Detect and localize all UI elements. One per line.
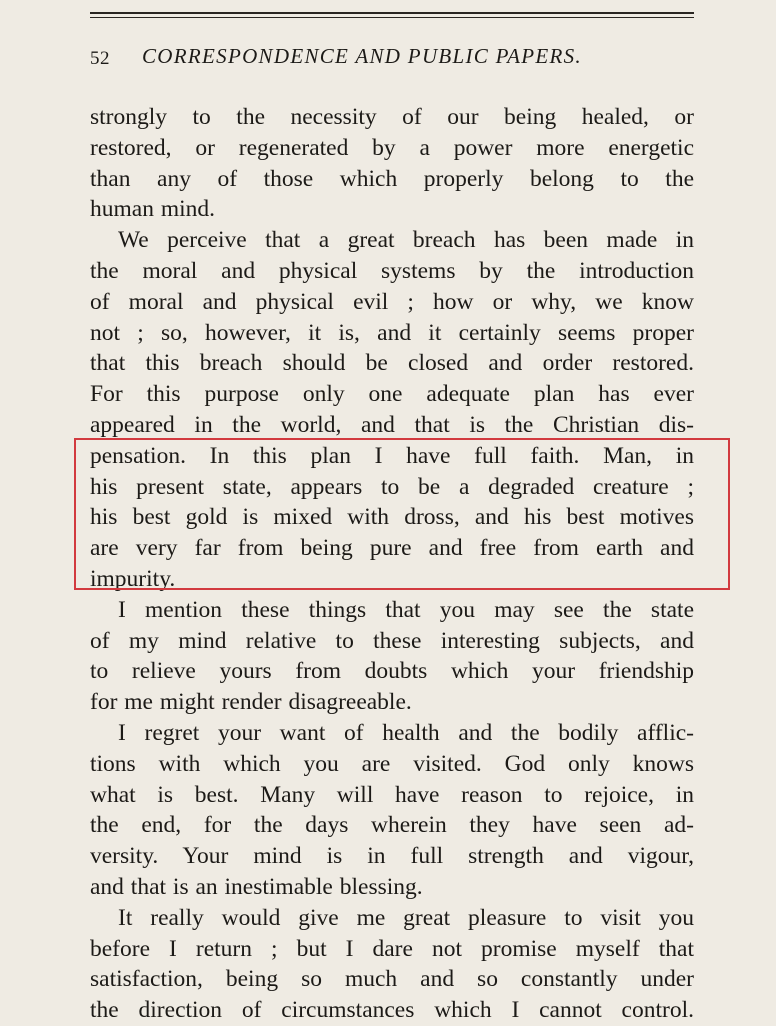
text-line: human mind. bbox=[90, 196, 216, 223]
text-line: before I return ; but I dare not promise myself that bbox=[90, 935, 694, 962]
text-line: his present state, appears to be a degraded creature ; bbox=[90, 473, 694, 500]
page-number: 52 bbox=[90, 48, 110, 69]
header-rule bbox=[90, 12, 694, 14]
text-line: appeared in the world, and that is the Christian dis- bbox=[90, 411, 694, 438]
body-text bbox=[90, 102, 694, 1026]
text-line: strongly to the necessity of our being healed, or bbox=[90, 104, 694, 130]
text-line: not ; so, however, it is, and it certainly seems proper bbox=[90, 319, 694, 346]
text-line: the end, for the days wherein they have seen ad- bbox=[90, 812, 694, 839]
running-title: CORRESPONDENCE AND PUBLIC PAPERS. bbox=[142, 44, 582, 68]
text-line: We perceive that a great breach has been made in bbox=[118, 227, 694, 254]
text-line: for me might render disagreeable. bbox=[90, 689, 412, 716]
text-line: restored, or regenerated by a power more energetic bbox=[90, 134, 694, 161]
text-line: satisfaction, being so much and so constantly under bbox=[90, 966, 694, 993]
text-line: and that is an inestimable blessing. bbox=[90, 873, 423, 900]
text-line: are very far from being pure and free from earth and bbox=[90, 535, 694, 562]
text-line: impurity. bbox=[90, 565, 176, 592]
text-line: of my mind relative to these interesting subjects, and bbox=[90, 627, 694, 654]
text-line: It really would give me great pleasure to visit you bbox=[118, 904, 694, 931]
text-line: than any of those which properly belong to the bbox=[90, 165, 694, 192]
text-line: of moral and physical evil ; how or why, we know bbox=[90, 288, 694, 315]
text-line: versity. Your mind is in full strength and vigour, bbox=[90, 843, 694, 870]
text-line: tions with which you are visited. God only knows bbox=[90, 750, 694, 777]
text-line: that this breach should be closed and order restored. bbox=[90, 350, 694, 377]
text-line: the moral and physical systems by the introduction bbox=[90, 257, 694, 284]
text-line: I regret your want of health and the bodily afflic- bbox=[118, 719, 694, 746]
text-line: the direction of circumstances which I cannot control. bbox=[90, 997, 694, 1024]
text-line: his best gold is mixed with dross, and his best motives bbox=[90, 504, 694, 531]
text-line: to relieve yours from doubts which your friendship bbox=[90, 658, 694, 685]
text-line: pensation. In this plan I have full faith. Man, in bbox=[90, 442, 694, 469]
text-line: For this purpose only one adequate plan has ever bbox=[90, 381, 694, 408]
header-rule-thin bbox=[90, 17, 694, 18]
running-head bbox=[90, 40, 694, 74]
text-line: I mention these things that you may see the state bbox=[118, 596, 694, 623]
text-line: what is best. Many will have reason to rejoice, in bbox=[90, 781, 694, 808]
